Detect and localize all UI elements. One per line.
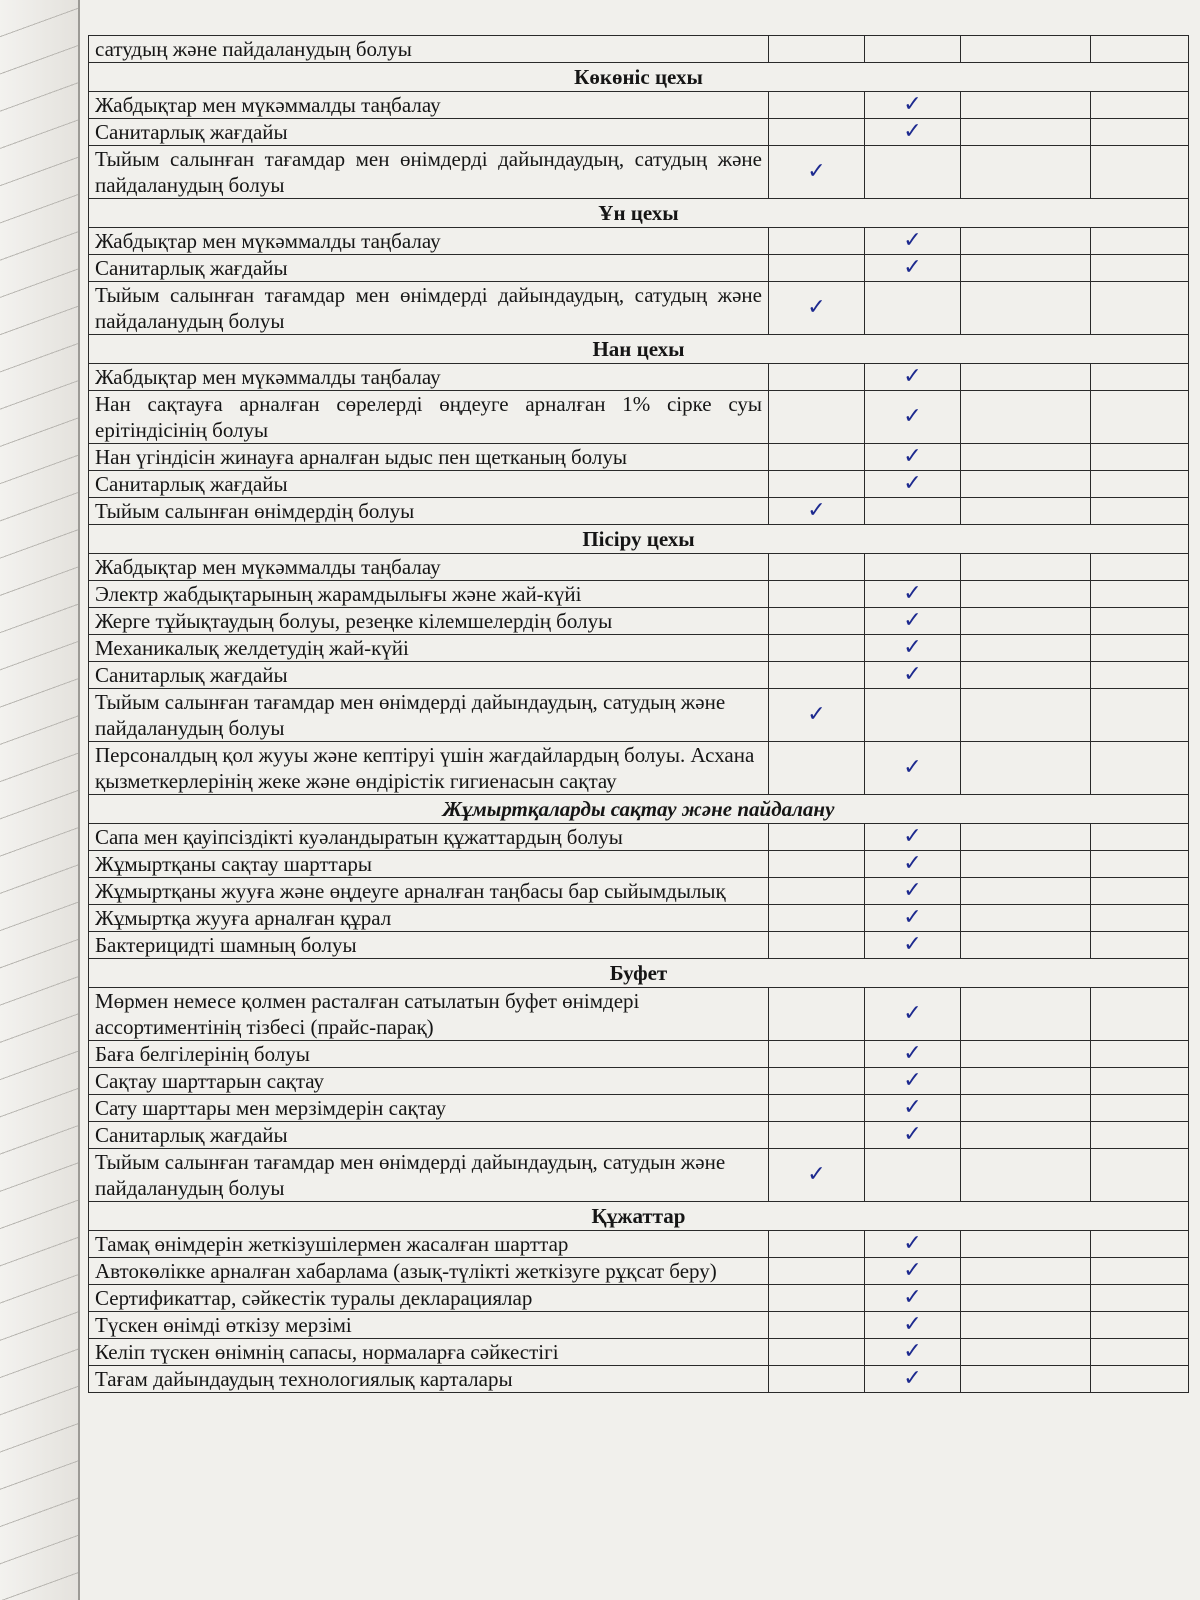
checklist-row <box>89 92 1189 119</box>
handwritten-check-icon: ✓ <box>807 1162 826 1187</box>
checklist-row <box>89 932 1189 959</box>
no-column-cell <box>865 878 961 905</box>
no-column-cell <box>865 1068 961 1095</box>
checklist-row <box>89 662 1189 689</box>
note-column-cell <box>1091 988 1189 1041</box>
na-column-cell <box>961 1122 1091 1149</box>
checklist-row <box>89 1339 1189 1366</box>
checklist-row <box>89 444 1189 471</box>
no-column-cell <box>865 824 961 851</box>
section-title: Пісіру цехы <box>89 525 1189 554</box>
note-column-cell <box>1091 635 1189 662</box>
note-column-cell <box>1091 1339 1189 1366</box>
checklist-item-text: Нан сақтауға арналған сөрелерді өңдеуге арналған 1% сірке суы ерітіндісінің болуы <box>89 391 769 444</box>
no-column-cell <box>865 1339 961 1366</box>
checklist-row <box>89 119 1189 146</box>
handwritten-check-icon: ✓ <box>903 851 922 876</box>
yes-column-cell <box>769 932 865 959</box>
handwritten-check-icon: ✓ <box>903 1312 922 1337</box>
na-column-cell <box>961 932 1091 959</box>
handwritten-check-icon: ✓ <box>903 824 922 849</box>
yes-column-cell <box>769 1312 865 1339</box>
checklist-item-text: Санитарлық жағдайы <box>89 471 769 498</box>
yes-column-cell <box>769 228 865 255</box>
handwritten-check-icon: ✓ <box>903 1339 922 1364</box>
na-column-cell <box>961 1231 1091 1258</box>
checklist-item-text: Келіп түскен өнімнің сапасы, нормаларға сәйкестігі <box>89 1339 769 1366</box>
yes-column-cell <box>769 255 865 282</box>
handwritten-check-icon: ✓ <box>903 92 922 117</box>
yes-column-cell <box>769 444 865 471</box>
na-column-cell <box>961 1285 1091 1312</box>
checklist-row <box>89 282 1189 335</box>
handwritten-check-icon: ✓ <box>807 498 826 523</box>
yes-column-cell <box>769 282 865 335</box>
checklist-row <box>89 36 1189 63</box>
na-column-cell <box>961 36 1091 63</box>
checklist-item-text: Механикалық желдетудің жай-күйі <box>89 635 769 662</box>
checklist-row <box>89 635 1189 662</box>
checklist-sheet <box>80 0 1200 1600</box>
note-column-cell <box>1091 444 1189 471</box>
no-column-cell <box>865 1285 961 1312</box>
no-column-cell <box>865 1122 961 1149</box>
checklist-row <box>89 878 1189 905</box>
checklist-item-text: Санитарлық жағдайы <box>89 255 769 282</box>
checklist-item-text: Сертификаттар, сәйкестік туралы декларациялар <box>89 1285 769 1312</box>
yes-column-cell <box>769 878 865 905</box>
handwritten-check-icon: ✓ <box>903 581 922 606</box>
yes-column-cell <box>769 364 865 391</box>
no-column-cell <box>865 662 961 689</box>
note-column-cell <box>1091 1068 1189 1095</box>
note-column-cell <box>1091 1231 1189 1258</box>
handwritten-check-icon: ✓ <box>903 404 922 429</box>
yes-column-cell <box>769 1068 865 1095</box>
no-column-cell <box>865 1231 961 1258</box>
handwritten-check-icon: ✓ <box>903 1366 922 1391</box>
na-column-cell <box>961 1095 1091 1122</box>
no-column-cell <box>865 36 961 63</box>
na-column-cell <box>961 1258 1091 1285</box>
na-column-cell <box>961 228 1091 255</box>
na-column-cell <box>961 554 1091 581</box>
checklist-item-text: Жабдықтар мен мүкәммалды таңбалау <box>89 92 769 119</box>
no-column-cell <box>865 1041 961 1068</box>
yes-column-cell <box>769 554 865 581</box>
yes-column-cell <box>769 1258 865 1285</box>
na-column-cell <box>961 878 1091 905</box>
na-column-cell <box>961 1041 1091 1068</box>
note-column-cell <box>1091 1258 1189 1285</box>
na-column-cell <box>961 824 1091 851</box>
yes-column-cell <box>769 988 865 1041</box>
no-column-cell <box>865 932 961 959</box>
yes-column-cell <box>769 1366 865 1393</box>
yes-column-cell <box>769 635 865 662</box>
na-column-cell <box>961 689 1091 742</box>
no-column-cell <box>865 1312 961 1339</box>
checklist-item-text: Жабдықтар мен мүкәммалды таңбалау <box>89 554 769 581</box>
note-column-cell <box>1091 851 1189 878</box>
handwritten-check-icon: ✓ <box>903 1231 922 1256</box>
note-column-cell <box>1091 282 1189 335</box>
section-header-row <box>89 335 1189 364</box>
section-header-row <box>89 63 1189 92</box>
no-column-cell <box>865 364 961 391</box>
yes-column-cell <box>769 905 865 932</box>
no-column-cell <box>865 444 961 471</box>
note-column-cell <box>1091 1312 1189 1339</box>
checklist-item-text: Түскен өнімді өткізу мерзімі <box>89 1312 769 1339</box>
yes-column-cell <box>769 471 865 498</box>
yes-column-cell <box>769 1285 865 1312</box>
checklist-item-text: Баға белгілерінің болуы <box>89 1041 769 1068</box>
handwritten-check-icon: ✓ <box>807 295 826 320</box>
na-column-cell <box>961 471 1091 498</box>
na-column-cell <box>961 1366 1091 1393</box>
checklist-row <box>89 1068 1189 1095</box>
na-column-cell <box>961 92 1091 119</box>
no-column-cell <box>865 988 961 1041</box>
yes-column-cell <box>769 498 865 525</box>
note-column-cell <box>1091 824 1189 851</box>
checklist-item-text: Сақтау шарттарын сақтау <box>89 1068 769 1095</box>
yes-column-cell <box>769 391 865 444</box>
checklist-item-text: Жұмыртқаны жууға және өңдеуге арналған таңбасы бар сыйымдылық <box>89 878 769 905</box>
no-column-cell <box>865 1366 961 1393</box>
checklist-row <box>89 1122 1189 1149</box>
checklist-item-text: Тыйым салынған тағамдар мен өнімдерді дайындаудың, сатудың және пайдаланудың болуы <box>89 689 769 742</box>
section-title: Буфет <box>89 959 1189 988</box>
no-column-cell <box>865 905 961 932</box>
checklist-item-text: Тыйым салынған өнімдердің болуы <box>89 498 769 525</box>
checklist-row <box>89 471 1189 498</box>
handwritten-check-icon: ✓ <box>903 444 922 469</box>
checklist-row <box>89 1312 1189 1339</box>
note-column-cell <box>1091 662 1189 689</box>
section-title: Жұмыртқаларды сақтау және пайдалану <box>89 795 1189 824</box>
checklist-item-text: Персоналдың қол жууы және кептіруі үшін жағдайлардың болуы. Асхана қызметкерлерінің жеке және өндірістік гигиенасын сақтау <box>89 742 769 795</box>
handwritten-check-icon: ✓ <box>903 1068 922 1093</box>
checklist-row <box>89 146 1189 199</box>
na-column-cell <box>961 444 1091 471</box>
yes-column-cell <box>769 1041 865 1068</box>
no-column-cell <box>865 742 961 795</box>
yes-column-cell <box>769 119 865 146</box>
section-header-row <box>89 959 1189 988</box>
handwritten-check-icon: ✓ <box>903 1041 922 1066</box>
yes-column-cell <box>769 662 865 689</box>
note-column-cell <box>1091 1041 1189 1068</box>
section-title: Ұн цехы <box>89 199 1189 228</box>
handwritten-check-icon: ✓ <box>903 755 922 780</box>
handwritten-check-icon: ✓ <box>903 119 922 144</box>
no-column-cell <box>865 1149 961 1202</box>
checklist-item-text: Мөрмен немесе қолмен расталған сатылатын буфет өнімдері ассортиментінің тізбесі (прайс-парақ) <box>89 988 769 1041</box>
handwritten-check-icon: ✓ <box>903 1285 922 1310</box>
section-header-row <box>89 199 1189 228</box>
na-column-cell <box>961 581 1091 608</box>
note-column-cell <box>1091 255 1189 282</box>
handwritten-check-icon: ✓ <box>903 662 922 687</box>
na-column-cell <box>961 662 1091 689</box>
no-column-cell <box>865 635 961 662</box>
section-header-row <box>89 795 1189 824</box>
note-column-cell <box>1091 391 1189 444</box>
note-column-cell <box>1091 119 1189 146</box>
na-column-cell <box>961 1149 1091 1202</box>
na-column-cell <box>961 146 1091 199</box>
na-column-cell <box>961 635 1091 662</box>
checklist-item-text: Сапа мен қауіпсіздікті куәландыратын құжаттардың болуы <box>89 824 769 851</box>
yes-column-cell <box>769 146 865 199</box>
handwritten-check-icon: ✓ <box>903 1122 922 1147</box>
yes-column-cell <box>769 1231 865 1258</box>
section-title: Көкөніс цехы <box>89 63 1189 92</box>
note-column-cell <box>1091 471 1189 498</box>
yes-column-cell <box>769 608 865 635</box>
note-column-cell <box>1091 146 1189 199</box>
no-column-cell <box>865 255 961 282</box>
no-column-cell <box>865 282 961 335</box>
checklist-row <box>89 742 1189 795</box>
na-column-cell <box>961 988 1091 1041</box>
note-column-cell <box>1091 364 1189 391</box>
yes-column-cell <box>769 1122 865 1149</box>
yes-column-cell <box>769 742 865 795</box>
no-column-cell <box>865 1095 961 1122</box>
checklist-item-text: Автокөлікке арналған хабарлама (азық-түлікті жеткізуге рұқсат беру) <box>89 1258 769 1285</box>
checklist-item-text: Жабдықтар мен мүкәммалды таңбалау <box>89 228 769 255</box>
no-column-cell <box>865 498 961 525</box>
inspection-checklist-table <box>88 35 1189 1393</box>
checklist-row <box>89 364 1189 391</box>
checklist-row <box>89 824 1189 851</box>
note-column-cell <box>1091 905 1189 932</box>
no-column-cell <box>865 119 961 146</box>
section-title: Құжаттар <box>89 1202 1189 1231</box>
checklist-row <box>89 851 1189 878</box>
no-column-cell <box>865 92 961 119</box>
checklist-row <box>89 498 1189 525</box>
checklist-row <box>89 255 1189 282</box>
yes-column-cell <box>769 824 865 851</box>
checklist-row <box>89 228 1189 255</box>
checklist-item-text: Санитарлық жағдайы <box>89 1122 769 1149</box>
checklist-item-text: Санитарлық жағдайы <box>89 119 769 146</box>
checklist-row <box>89 689 1189 742</box>
yes-column-cell <box>769 36 865 63</box>
handwritten-check-icon: ✓ <box>903 932 922 957</box>
checklist-item-text: Тыйым салынған тағамдар мен өнімдерді дайындаудың, сатудың және пайдаланудың болуы <box>89 282 769 335</box>
note-column-cell <box>1091 554 1189 581</box>
no-column-cell <box>865 228 961 255</box>
no-column-cell <box>865 391 961 444</box>
checklist-item-text: Жерге тұйықтаудың болуы, резеңке кілемшелердің болуы <box>89 608 769 635</box>
checklist-item-text: Тағам дайындаудың технологиялық карталары <box>89 1366 769 1393</box>
checklist-row <box>89 988 1189 1041</box>
no-column-cell <box>865 554 961 581</box>
checklist-item-text: Жұмыртқаны сақтау шарттары <box>89 851 769 878</box>
checklist-row <box>89 1366 1189 1393</box>
yes-column-cell <box>769 689 865 742</box>
checklist-item-text: Жұмыртқа жууға арналған құрал <box>89 905 769 932</box>
note-column-cell <box>1091 878 1189 905</box>
checklist-item-text: Бактерицидті шамның болуы <box>89 932 769 959</box>
note-column-cell <box>1091 1285 1189 1312</box>
yes-column-cell <box>769 581 865 608</box>
checklist-item-text: Тамақ өнімдерін жеткізушілермен жасалған шарттар <box>89 1231 769 1258</box>
na-column-cell <box>961 364 1091 391</box>
note-column-cell <box>1091 1095 1189 1122</box>
section-header-row <box>89 1202 1189 1231</box>
checklist-row <box>89 1285 1189 1312</box>
na-column-cell <box>961 1312 1091 1339</box>
note-column-cell <box>1091 36 1189 63</box>
handwritten-check-icon: ✓ <box>903 905 922 930</box>
no-column-cell <box>865 146 961 199</box>
yes-column-cell <box>769 1095 865 1122</box>
note-column-cell <box>1091 932 1189 959</box>
checklist-row <box>89 581 1189 608</box>
checklist-item-text: Нан үгіндісін жинауға арналған ыдыс пен щетканың болуы <box>89 444 769 471</box>
yes-column-cell <box>769 851 865 878</box>
note-column-cell <box>1091 608 1189 635</box>
checklist-item-text: Сату шарттары мен мерзімдерін сақтау <box>89 1095 769 1122</box>
note-column-cell <box>1091 1149 1189 1202</box>
na-column-cell <box>961 1068 1091 1095</box>
checklist-row <box>89 1149 1189 1202</box>
handwritten-check-icon: ✓ <box>807 159 826 184</box>
handwritten-check-icon: ✓ <box>903 228 922 253</box>
note-column-cell <box>1091 742 1189 795</box>
na-column-cell <box>961 1339 1091 1366</box>
note-column-cell <box>1091 228 1189 255</box>
checklist-row <box>89 1258 1189 1285</box>
section-header-row <box>89 525 1189 554</box>
checklist-row <box>89 905 1189 932</box>
note-column-cell <box>1091 1122 1189 1149</box>
handwritten-check-icon: ✓ <box>903 635 922 660</box>
no-column-cell <box>865 689 961 742</box>
handwritten-check-icon: ✓ <box>903 878 922 903</box>
checklist-item-text: Тыйым салынған тағамдар мен өнімдерді дайындаудың, сатудын және пайдаланудың болуы <box>89 1149 769 1202</box>
checklist-row <box>89 608 1189 635</box>
checklist-row <box>89 1231 1189 1258</box>
na-column-cell <box>961 255 1091 282</box>
checklist-item-text: Санитарлық жағдайы <box>89 662 769 689</box>
note-column-cell <box>1091 92 1189 119</box>
handwritten-check-icon: ✓ <box>903 1001 922 1026</box>
na-column-cell <box>961 608 1091 635</box>
note-column-cell <box>1091 498 1189 525</box>
checklist-item-text: Тыйым салынған тағамдар мен өнімдерді дайындаудың, сатудың және пайдаланудың болуы <box>89 146 769 199</box>
handwritten-check-icon: ✓ <box>903 255 922 280</box>
checklist-item-text: Жабдықтар мен мүкәммалды таңбалау <box>89 364 769 391</box>
note-column-cell <box>1091 581 1189 608</box>
checklist-row <box>89 1041 1189 1068</box>
na-column-cell <box>961 282 1091 335</box>
na-column-cell <box>961 742 1091 795</box>
checklist-row <box>89 554 1189 581</box>
checklist-row <box>89 1095 1189 1122</box>
handwritten-check-icon: ✓ <box>903 364 922 389</box>
handwritten-check-icon: ✓ <box>903 608 922 633</box>
handwritten-check-icon: ✓ <box>903 471 922 496</box>
checklist-item-text: сатудың және пайдаланудың болуы <box>89 36 769 63</box>
na-column-cell <box>961 119 1091 146</box>
no-column-cell <box>865 581 961 608</box>
checklist-row <box>89 391 1189 444</box>
no-column-cell <box>865 471 961 498</box>
note-column-cell <box>1091 1366 1189 1393</box>
handwritten-check-icon: ✓ <box>903 1258 922 1283</box>
na-column-cell <box>961 905 1091 932</box>
na-column-cell <box>961 851 1091 878</box>
handwritten-check-icon: ✓ <box>903 1095 922 1120</box>
na-column-cell <box>961 498 1091 525</box>
yes-column-cell <box>769 1149 865 1202</box>
handwritten-check-icon: ✓ <box>807 702 826 727</box>
no-column-cell <box>865 608 961 635</box>
no-column-cell <box>865 1258 961 1285</box>
section-title: Нан цехы <box>89 335 1189 364</box>
no-column-cell <box>865 851 961 878</box>
na-column-cell <box>961 391 1091 444</box>
yes-column-cell <box>769 1339 865 1366</box>
checklist-item-text: Электр жабдықтарының жарамдылығы және жай-күйі <box>89 581 769 608</box>
note-column-cell <box>1091 689 1189 742</box>
yes-column-cell <box>769 92 865 119</box>
notebook-left-page-edge <box>0 0 80 1600</box>
